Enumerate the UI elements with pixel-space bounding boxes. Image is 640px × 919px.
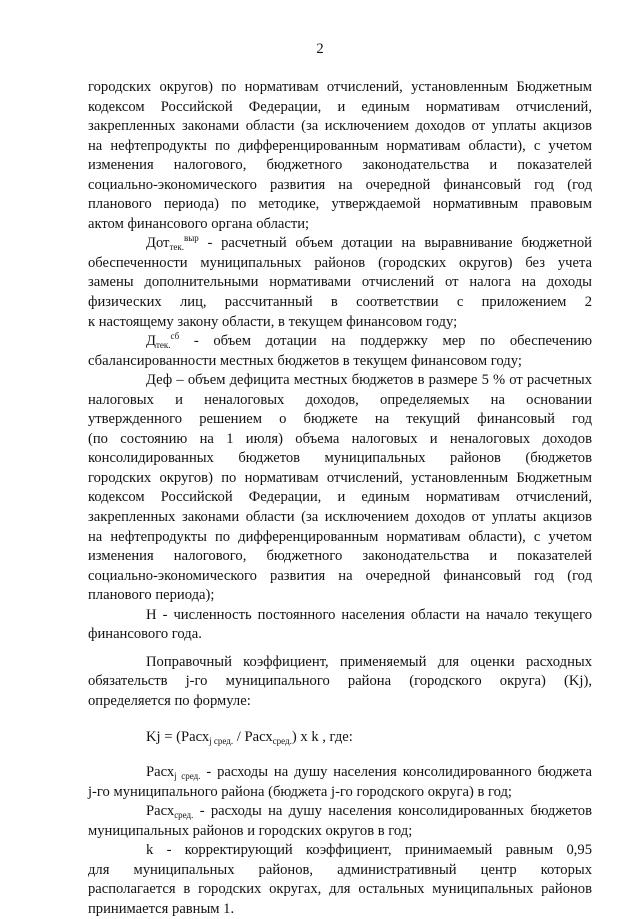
paragraph-line: налоговых и неналоговых доходов, определяемых на основании	[88, 391, 592, 408]
paragraph-line: кодексом Российской Федерации, и единым нормативам отчислений,	[88, 489, 592, 506]
paragraph-line: изменения налогового, бюджетного законодательства и показателей	[88, 157, 592, 174]
formula-part: ) x k , где:	[291, 728, 353, 745]
term-subscript: j сред.	[174, 771, 201, 782]
definition-k: k - корректирующий коэффициент, принимаемый равным 0,95	[146, 842, 592, 859]
term-subscript: тек.	[155, 340, 171, 351]
paragraph-line: актом финансового органа области;	[88, 215, 310, 232]
paragraph-line: изменения налогового, бюджетного законодательства и показателей	[88, 548, 592, 565]
paragraph-line: к настоящему закону области, в текущем финансовом году;	[88, 313, 458, 330]
paragraph-line: городских округов) по нормативам отчислений, установленным Бюджетным	[88, 79, 592, 95]
definition-d-sb	[88, 332, 592, 352]
paragraph-line: Поправочный коэффициент, применяемый для оценки расходных	[146, 653, 592, 670]
page-number: 2	[316, 41, 324, 57]
formula-part: Kj = (Расх	[146, 728, 210, 745]
document-body	[88, 78, 592, 919]
term-main: Д	[146, 333, 156, 350]
term-subscript: сред.	[174, 810, 194, 821]
paragraph-line: определяется по формуле:	[88, 692, 251, 709]
paragraph-line: j-го муниципального района (бюджета j-го городского округа) в год;	[88, 783, 512, 800]
formula-subscript: j сред.	[209, 735, 234, 746]
term-superscript: выр	[184, 233, 199, 244]
paragraph-line: городских округов) по нормативам отчислений, установленным Бюджетным	[88, 469, 592, 486]
paragraph-line: утвержденного решением о бюджете на текущий финансовый год	[88, 411, 592, 428]
paragraph-line: на нефтепродукты по дифференцированным нормативам области), с учетом	[88, 137, 592, 154]
paragraph-line: консолидированных бюджетов муниципальных районов (бюджетов	[88, 450, 592, 467]
paragraph-line: замены дополнительными нормативами отчислений от налога на доходы	[88, 274, 592, 291]
paragraph-line: кодексом Российской Федерации, и единым нормативам отчислений,	[88, 98, 592, 115]
formula-kj	[88, 728, 592, 748]
formula-subscript: сред.	[272, 735, 292, 746]
paragraph-line: обеспеченности муниципальных районов (городских округов) без учета	[88, 254, 592, 271]
term-subscript: тек.	[169, 242, 184, 253]
paragraph-line: на нефтепродукты по дифференцированным нормативам области), с учетом	[88, 528, 592, 545]
definition-text: - расчетный объем дотации на выравнивание бюджетной	[198, 235, 592, 252]
definition-rasx-sred	[88, 802, 592, 822]
paragraph-line: закрепленных законами области (за исключением доходов от уплаты акцизов	[88, 509, 592, 526]
paragraph-line: закрепленных законами области (за исключением доходов от уплаты акцизов	[88, 118, 592, 135]
paragraph-line: планового периода);	[88, 587, 215, 604]
paragraph-line: располагается в городских округах, для остальных муниципальных районов	[88, 881, 592, 898]
definition-text: - расходы на душу населения консолидированных бюджетов	[193, 803, 592, 820]
definition-rasx-j	[88, 763, 592, 783]
definition-dot-vyr	[88, 234, 592, 254]
paragraph-line: физических лиц, рассчитанный в соответствии с приложением 2	[88, 294, 592, 311]
term-superscript: сб	[170, 331, 180, 342]
term-main: Расх	[146, 764, 175, 781]
paragraph-line: финансового года.	[88, 626, 202, 643]
definition-text: - объем дотации на поддержку мер по обеспечению	[179, 333, 592, 350]
paragraph-line: сбалансированности местных бюджетов в текущем финансовом году;	[88, 352, 522, 369]
paragraph-line: планового периода) по методике, утверждаемой нормативным правовым	[88, 196, 592, 213]
definition-def: Деф – объем дефицита местных бюджетов в размере 5 % от расчетных	[146, 372, 592, 389]
paragraph-line: (по состоянию на 1 июля) объема налоговых и неналоговых доходов	[88, 430, 592, 447]
paragraph-line: принимается равным 1.	[88, 900, 235, 917]
paragraph-line: социально-экономического развития на очередной финансовый год (год	[88, 176, 592, 193]
paragraph-line: социально-экономического развития на очередной финансовый год (год	[88, 567, 592, 584]
term-main: Расх	[146, 803, 175, 820]
formula-part: / Расх	[233, 728, 273, 745]
definition-n: Н - численность постоянного населения области на начало текущего	[146, 606, 592, 623]
paragraph-line: муниципальных районов и городских округов в год;	[88, 822, 413, 839]
paragraph-line: обязательств j-го муниципального района (городского округа) (Kj),	[88, 673, 592, 690]
term-main: Дот	[146, 235, 170, 252]
paragraph-line: для муниципальных районов, административный центр которых	[88, 861, 592, 878]
definition-text: - расходы на душу населения консолидированного бюджета	[200, 764, 592, 781]
